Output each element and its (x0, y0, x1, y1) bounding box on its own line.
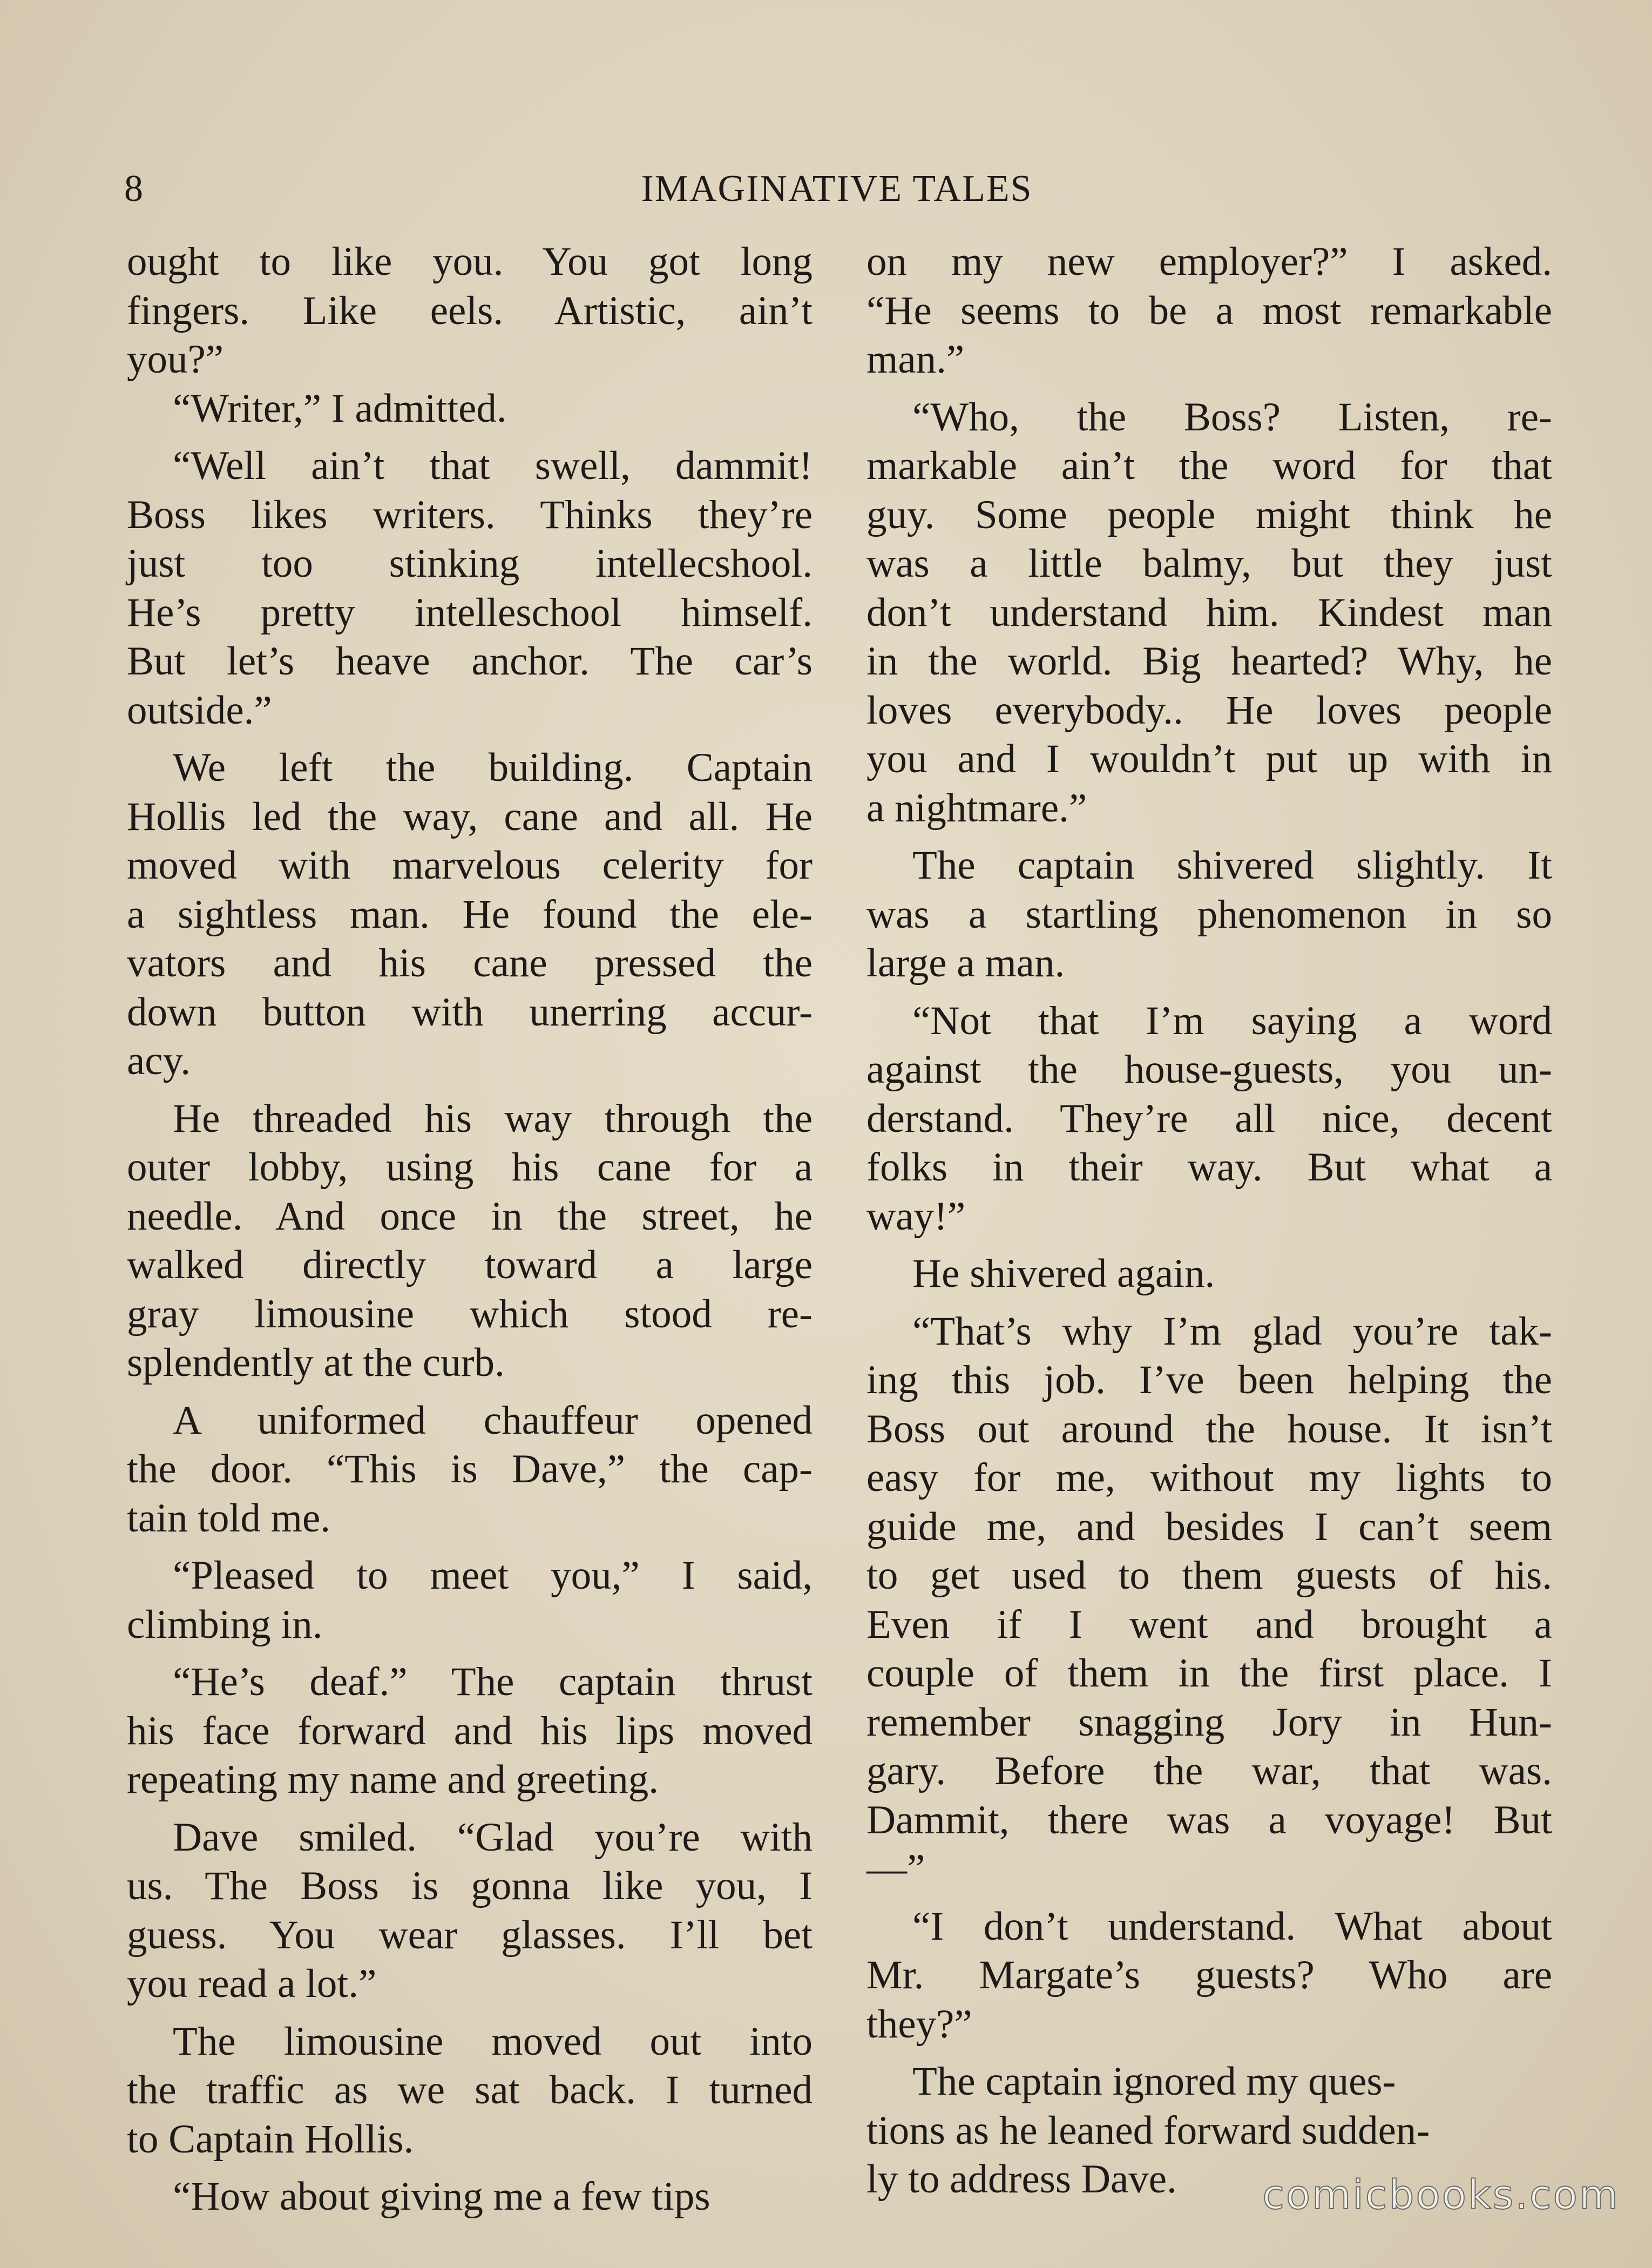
running-header (124, 162, 1549, 216)
text-line: guess. You wear glasses. I’ll bet (127, 1912, 813, 1958)
text-line: to get used to them guests of his. (866, 1553, 1552, 1598)
text-line: “That’s why I’m glad you’re tak- (912, 1308, 1552, 1354)
text-line: “He’s deaf.” The captain thrust (173, 1659, 813, 1704)
text-line: was a little balmy, but they just (866, 541, 1552, 586)
text-line: “He seems to be a most remarkable (866, 288, 1552, 333)
text-line: “I don’t understand. What about (912, 1904, 1552, 1949)
text-line: don’t understand him. Kindest man (866, 590, 1552, 635)
text-line: tain told me. (127, 1495, 331, 1541)
text-line: “Writer,” I admitted. (173, 386, 507, 431)
left-text-column (127, 238, 813, 2222)
text-line: in the world. Big hearted? Why, he (866, 639, 1552, 684)
text-line: the door. “This is Dave,” the cap- (127, 1447, 813, 1491)
text-line: Dammit, there was a voyage! But (866, 1797, 1552, 1842)
text-line: gray limousine which stood re- (127, 1291, 813, 1336)
watermark-logo: comicbooks.com (1262, 2172, 1620, 2218)
text-line: “Well ain’t that swell, dammit! (173, 443, 813, 488)
text-line: But let’s heave anchor. The car’s (127, 639, 813, 684)
text-line: ought to like you. You got long (127, 239, 813, 284)
text-line: “Pleased to meet you,” I said, (173, 1553, 813, 1598)
text-line: needle. And once in the street, he (127, 1193, 813, 1239)
text-line: The captain shivered slightly. It (912, 843, 1552, 888)
text-line: Even if I went and brought a (866, 1602, 1552, 1647)
text-line: folks in their way. But what a (866, 1145, 1552, 1190)
paragraph (866, 1307, 1552, 1894)
paragraph (866, 1250, 1552, 1299)
paragraph (866, 238, 1552, 384)
text-line: The limousine moved out into (173, 2019, 813, 2064)
text-line: way!” (866, 1193, 966, 1239)
text-line: walked directly toward a large (127, 1243, 813, 1287)
text-line: He shivered again. (912, 1251, 1215, 1296)
text-line: We left the building. Captain (173, 745, 813, 790)
text-line: guide me, and besides I can’t seem (866, 1504, 1552, 1549)
paragraph (127, 2172, 813, 2222)
text-line: man.” (866, 337, 965, 382)
text-line: Dave smiled. “Glad you’re with (173, 1814, 813, 1860)
paragraph (127, 384, 813, 434)
text-line: outer lobby, using his cane for a (127, 1145, 813, 1190)
text-line: derstand. They’re all nice, decent (866, 1096, 1552, 1141)
text-line: guy. Some people might think he (866, 492, 1552, 537)
text-line: large a man. (866, 941, 1065, 986)
text-line: tions as he leaned forward sudden- (866, 2108, 1430, 2153)
text-line: Mr. Margate’s guests? Who are (866, 1953, 1552, 1997)
text-line: Boss likes writers. Thinks they’re (127, 492, 813, 537)
text-line: gary. Before the war, that was. (866, 1749, 1552, 1793)
right-text-column (866, 238, 1552, 2204)
paragraph (866, 393, 1552, 833)
text-line: just too stinking intellecshool. (127, 541, 813, 586)
text-line: splendently at the curb. (127, 1340, 505, 1385)
paragraph (866, 997, 1552, 1241)
text-line: acy. (127, 1038, 191, 1083)
text-line: “Not that I’m saying a word (912, 998, 1552, 1043)
text-line: Boss out around the house. It isn’t (866, 1406, 1552, 1452)
text-line: they?” (866, 2001, 972, 2047)
paragraph (866, 1902, 1552, 2049)
paragraph (127, 1658, 813, 1805)
text-line: climbing in. (127, 1602, 323, 1647)
text-line: you?” (127, 337, 224, 382)
paragraph (127, 1396, 813, 1543)
text-line: “Who, the Boss? Listen, re- (912, 394, 1552, 440)
text-line: ing this job. I’ve been helping the (866, 1358, 1552, 1402)
text-line: against the house-guests, you un- (866, 1047, 1552, 1092)
text-line: ly to address Dave. (866, 2157, 1177, 2202)
text-line: remember snagging Jory in Hun- (866, 1699, 1552, 1745)
text-line: repeating my name and greeting. (127, 1757, 659, 1802)
text-line: loves everybody.. He loves people (866, 687, 1552, 733)
text-line: He’s pretty intelleschool himself. (127, 590, 813, 635)
text-line: on my new employer?” I asked. (866, 239, 1552, 284)
text-line: the traffic as we sat back. I turned (127, 2068, 813, 2112)
text-line: down button with unerring accur- (127, 989, 813, 1035)
text-line: you read a lot.” (127, 1961, 377, 2006)
text-line: “How about giving me a few tips (173, 2174, 710, 2219)
paragraph (127, 744, 813, 1086)
paragraph (127, 238, 813, 384)
paragraph (127, 1095, 813, 1388)
text-line: —” (866, 1846, 925, 1891)
text-line: fingers. Like eels. Artistic, ain’t (127, 288, 813, 333)
paragraph (127, 2017, 813, 2164)
text-line: was a startling phenomenon in so (866, 892, 1552, 937)
text-line: vators and his cane pressed the (127, 941, 813, 986)
text-line: us. The Boss is gonna like you, I (127, 1864, 813, 1908)
text-line: you and I wouldn’t put up with in (866, 737, 1552, 781)
text-line: He threaded his way through the (173, 1096, 813, 1141)
paragraph (866, 841, 1552, 988)
text-line: A uniformed chauffeur opened (173, 1398, 813, 1443)
text-line: his face forward and his lips moved (127, 1708, 813, 1753)
text-line: couple of them in the first place. I (866, 1651, 1552, 1696)
text-line: to Captain Hollis. (127, 2116, 414, 2162)
text-line: a nightmare.” (866, 785, 1087, 831)
paragraph (127, 1551, 813, 1649)
text-line: markable ain’t the word for that (866, 443, 1552, 488)
text-line: easy for me, without my lights to (866, 1455, 1552, 1500)
text-line: a sightless man. He found the ele- (127, 892, 813, 937)
paragraph (127, 1813, 813, 2009)
text-line: outside.” (127, 687, 272, 733)
magazine-title: IMAGINATIVE TALES (641, 168, 1033, 210)
page-number: 8 (124, 168, 144, 210)
text-line: moved with marvelous celerity for (127, 843, 813, 888)
text-line: Hollis led the way, cane and all. He (127, 794, 813, 839)
paragraph (127, 442, 813, 735)
text-line: The captain ignored my ques- (912, 2059, 1396, 2104)
